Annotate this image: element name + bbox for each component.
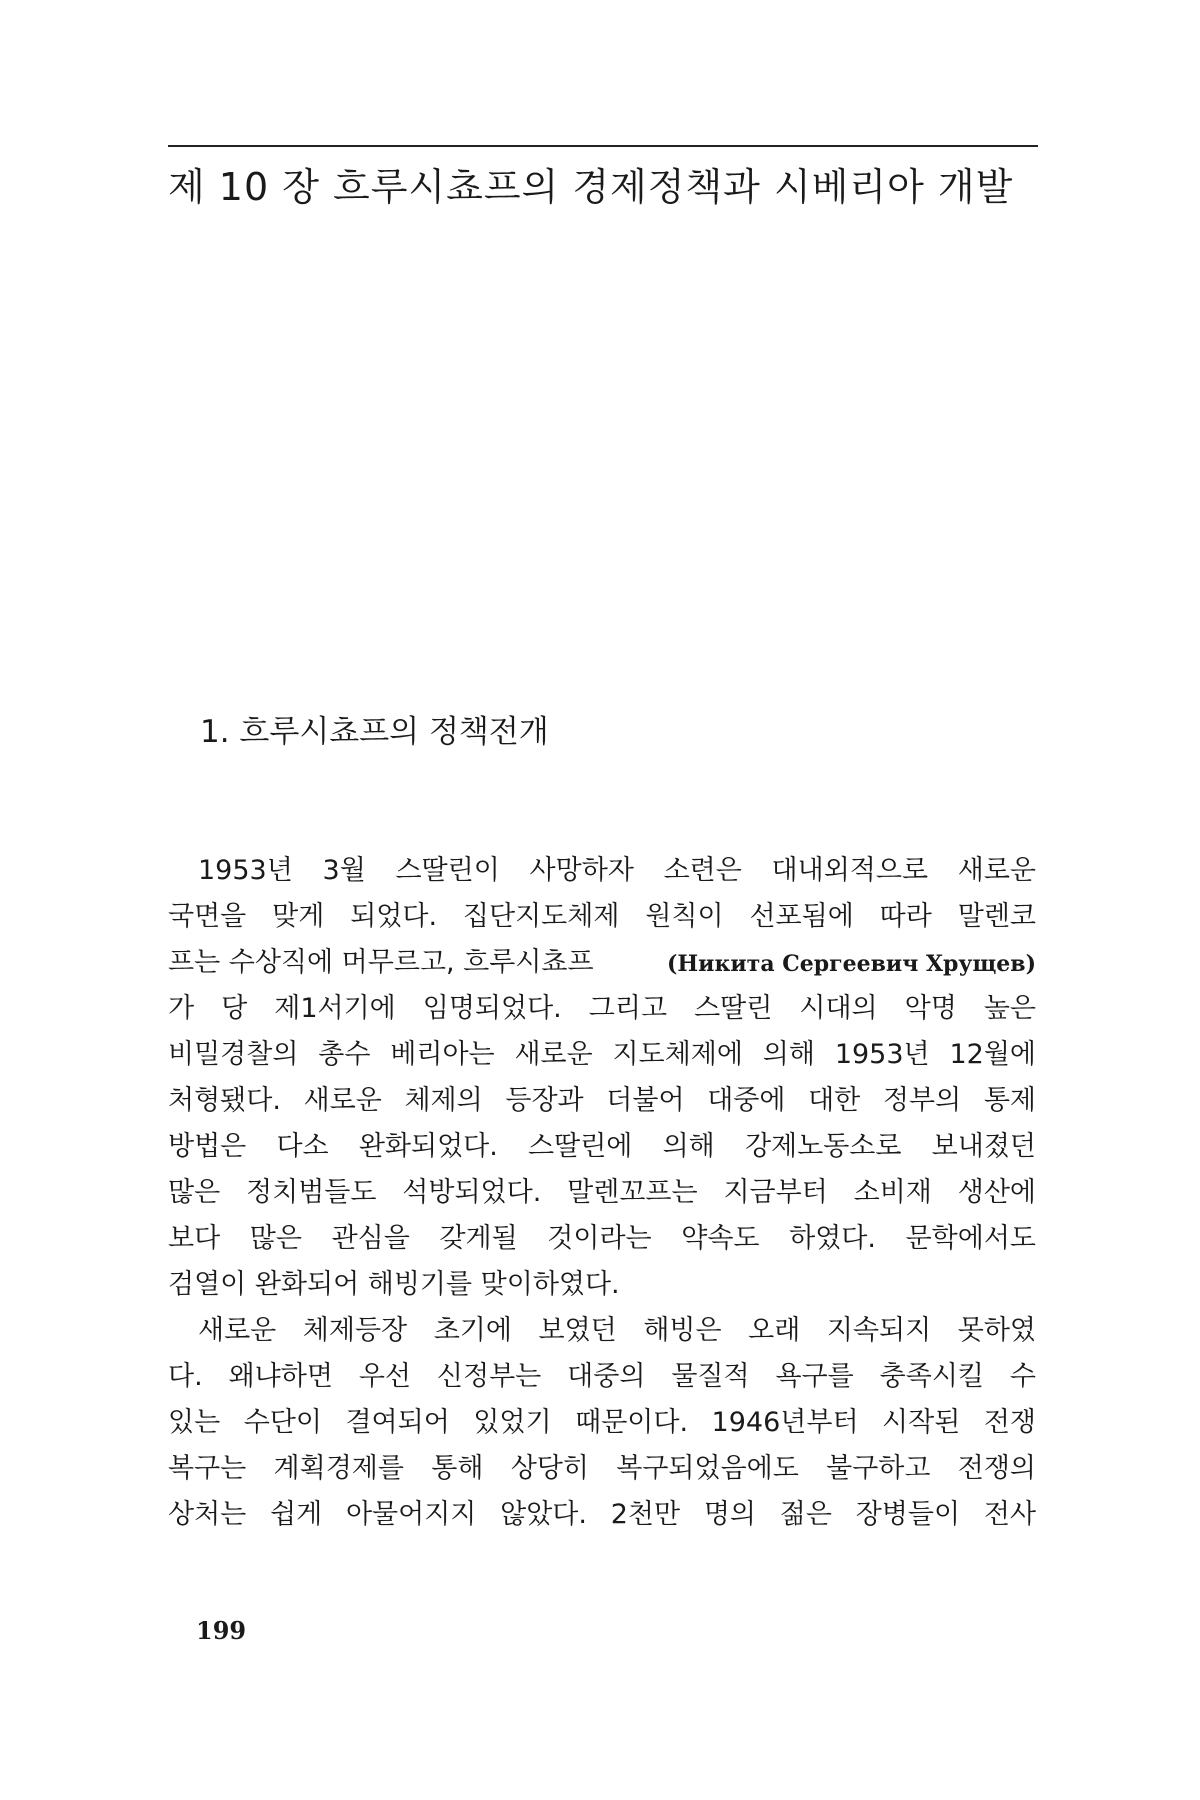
chapter-title: 제 10 장 흐루시쵸프의 경제정책과 시베리아 개발: [168, 165, 1014, 209]
paragraph-1-line-9: 보다 많은 관심을 갖게될 것이라는 약속도 하였다. 문학에서도: [168, 1223, 1036, 1254]
paragraph-2-line-2: 다. 왜냐하면 우선 신정부는 대중의 물질적 욕구를 충족시킬 수: [168, 1361, 1036, 1392]
paragraph-1-line-6: 처형됐다. 새로운 체제의 등장과 더불어 대중에 대한 정부의 통제: [168, 1085, 1036, 1116]
paragraph-1-line-3: [168, 940, 1036, 986]
body-text: [168, 848, 1036, 1538]
paragraph-2-line-4: 복구는 계획경제를 통해 상당히 복구되었음에도 불구하고 전쟁의: [168, 1453, 1036, 1484]
paragraph-1-line-8: 많은 정치범들도 석방되었다. 말렌꼬프는 지금부터 소비재 생산에: [168, 1177, 1036, 1208]
paragraph-1-line-5: 비밀경찰의 총수 베리아는 새로운 지도체제에 의해 1953년 12월에: [168, 1039, 1036, 1070]
paragraph-1-line-1: 1953년 3월 스딸린이 사망하자 소련은 대내외적으로 새로운: [198, 855, 1036, 886]
paragraph-2-line-1: 새로운 체제등장 초기에 보였던 해빙은 오래 지속되지 못하였: [198, 1315, 1036, 1346]
paragraph-2-line-5: 상처는 쉽게 아물어지지 않았다. 2천만 명의 젊은 장병들이 전사: [168, 1499, 1036, 1530]
paragraph-1-line-10: 검열이 완화되어 해빙기를 맞이하였다.: [168, 1269, 620, 1300]
paragraph-1-line-4: 가 당 제1서기에 임명되었다. 그리고 스딸린 시대의 악명 높은: [168, 993, 1036, 1024]
paragraph-1-line-3-text: 프는 수상직에 머무르고, 흐루시쵸프: [168, 947, 594, 978]
paragraph-2-line-3: 있는 수단이 결여되어 있었기 때문이다. 1946년부터 시작된 전쟁: [168, 1407, 1036, 1438]
page-number: 199: [196, 1616, 247, 1645]
paragraph-1-line-7: 방법은 다소 완화되었다. 스딸린에 의해 강제노동소로 보내졌던: [168, 1131, 1036, 1162]
top-rule: [168, 145, 1038, 147]
russian-name: (Никита Сергеевич Хрущев): [666, 951, 1036, 977]
section-title: 1. 흐루시쵸프의 정책전개: [200, 714, 549, 750]
paragraph-1-line-2: 국면을 맞게 되었다. 집단지도체제 원칙이 선포됨에 따라 말렌코: [168, 901, 1036, 932]
